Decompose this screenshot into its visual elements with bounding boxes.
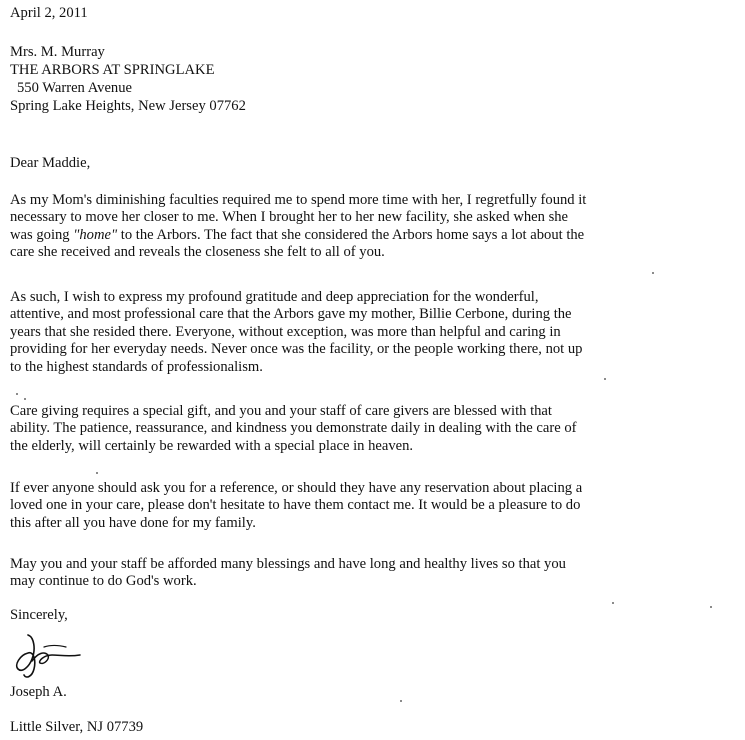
scan-speck (710, 606, 712, 608)
paragraph-line: May you and your staff be afforded many blessings and have long and healthy lives so that you (10, 556, 566, 572)
paragraph-line: years that she resided there. Everyone, without exception, was more than helpful and caring in (10, 323, 561, 340)
signer-name: Joseph A. (10, 684, 67, 700)
paragraph-line: Care giving requires a special gift, and you and your staff of care givers are blessed with that (10, 403, 552, 419)
scan-speck (96, 472, 98, 474)
paragraph-5 (10, 556, 700, 591)
paragraph-2 (10, 289, 700, 376)
paragraph-1 (10, 192, 700, 262)
letter-date: April 2, 2011 (10, 5, 88, 21)
salutation: Dear Maddie, (10, 155, 91, 171)
paragraph-line-part: to the Arbors. The fact that she considered the Arbors home says a lot about the (117, 226, 585, 243)
paragraph-line: As my Mom's diminishing faculties required me to spend more time with her, I regretfully found it (10, 192, 587, 208)
paragraph-line: to the highest standards of professionalism. (10, 358, 263, 375)
paragraph-line: this after all you have done for my family. (10, 514, 256, 531)
paragraph-line: the elderly, will certainly be rewarded with a special place in heaven. (10, 437, 414, 454)
paragraph-line: necessary to move her closer to me. When I brought her to her new facility, she asked when she (10, 209, 569, 226)
scan-speck (400, 700, 402, 702)
paragraph-line: If ever anyone should ask you for a reference, or should they have any reservation about placing a (10, 480, 583, 496)
paragraph-line: care she received and reveals the closeness she felt to all of you. (10, 244, 385, 261)
paragraph-line-part: was going (10, 226, 74, 243)
paragraph-3 (10, 403, 700, 455)
recipient-city: Spring Lake Heights, New Jersey 07762 (10, 98, 246, 114)
scan-speck (604, 378, 606, 380)
paragraph-line: providing for her everyday needs. Never once was the facility, or the people working there, not up (10, 341, 583, 358)
closing: Sincerely, (10, 607, 68, 623)
paragraph-line: loved one in your care, please don't hesitate to have them contact me. It would be a pleasure to do (10, 497, 581, 514)
paragraph-line: attentive, and most professional care that the Arbors gave my mother, Billie Cerbone, during the (10, 306, 572, 323)
paragraph-line: ability. The patience, reassurance, and kindness you demonstrate daily in dealing with the care of (10, 420, 577, 437)
recipient-street: 550 Warren Avenue (17, 80, 132, 96)
signer-location: Little Silver, NJ 07739 (10, 719, 144, 735)
emphasized-home: "home" (73, 226, 118, 243)
recipient-name: Mrs. M. Murray (10, 44, 105, 60)
scan-speck (16, 393, 18, 395)
paragraph-line: may continue to do God's work. (10, 573, 197, 590)
scan-speck (652, 272, 654, 274)
handwritten-signature (14, 631, 84, 681)
scan-speck (612, 602, 614, 604)
paragraph-line (10, 227, 700, 244)
recipient-org: THE ARBORS AT SPRINGLAKE (10, 62, 215, 78)
paragraph-4 (10, 480, 700, 532)
paragraph-line: As such, I wish to express my profound gratitude and deep appreciation for the wonderful, (10, 289, 539, 305)
scan-speck (24, 398, 26, 400)
